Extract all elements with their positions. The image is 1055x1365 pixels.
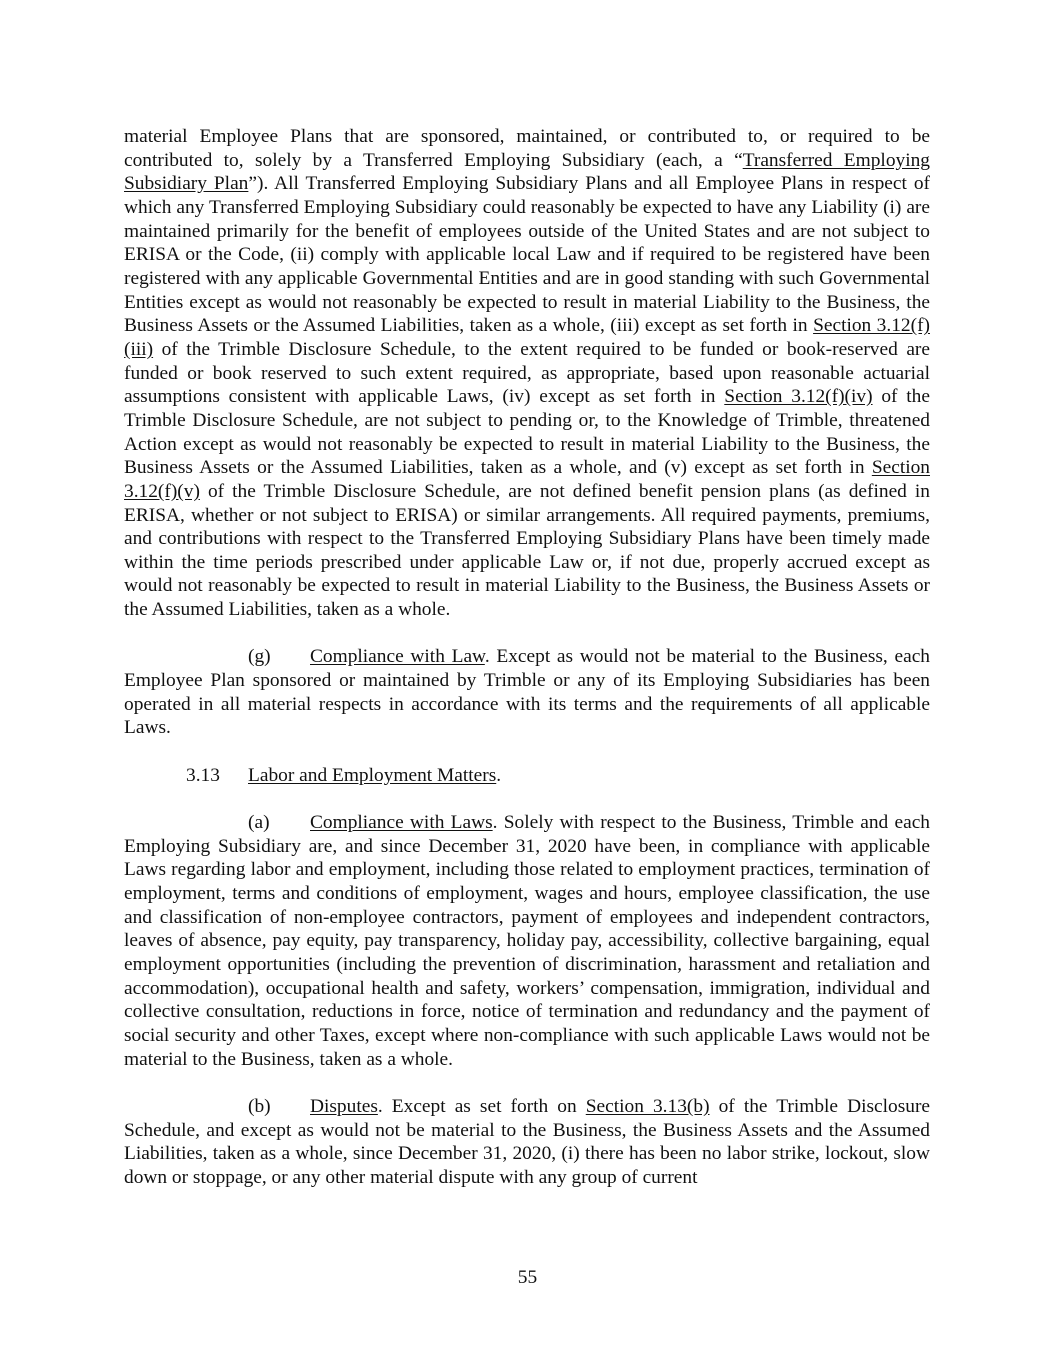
text-run: of the Trimble Disclosure Schedule, and except as would not be material to the Business, the Business Assets and the Assumed Liabilities, taken as a whole, since December 31, 2020, (i) there has been no labor strike, lockout, slow down or stoppage, or any other material dispute with any group of current <box>124 1095 931 1188</box>
heading-text: Labor and Employment Matters <box>248 764 497 786</box>
cross-reference-link[interactable]: Section 3.13(b) <box>585 1095 710 1117</box>
page-number: 55 <box>517 1267 538 1288</box>
paragraph <box>124 811 930 1071</box>
text-run: of the Trimble Disclosure Schedule, to the extent required to be funded or book-reserved are funded or book reserved to such extent required, as appropriate, based upon reasonable actuarial assumptions consistent with applicable Laws, (iv) except as set forth in <box>124 338 930 408</box>
text-run: ”). All Transferred Employing Subsidiary Plans and all Employee Plans in respect of which any Transferred Employing Subsidiary could reasonably be expected to have any Liability (i) are maintained primarily for the benefit of employees outside of the United States and are not subject to ERISA or the Code, (ii) comply with applicable local Law and if required to be registered have been registered with any applicable Governmental Entities and are in good standing with such Governmental Entities except as would not reasonably be expected to result in material Liability to the Business, the Business Assets or the Assumed Liabilities, taken as a whole, (iii) except as set forth in <box>124 173 930 337</box>
heading-text: Disputes <box>310 1095 378 1117</box>
section-label: (g) <box>248 646 271 668</box>
cross-reference-link[interactable]: Section 3.12(f)(v) <box>124 457 930 502</box>
text-run: of the Trimble Disclosure Schedule, are not defined benefit pension plans (as defined in ERISA, whether or not subject to ERISA) or similar arrangements. All required payments, premiums, and contributions with respect to the Transferred Employing Subsidiary Plans have been timely made within the time periods prescribed under applicable Law or, if not due, properly accrued except as would not reasonably be expected to result in material Liability to the Business, the Business Assets or the Assumed Liabilities, taken as a whole. <box>124 480 930 621</box>
text-run: . Solely with respect to the Business, Trimble and each Employing Subsidiary are, and since December 31, 2020 have been, in compliance with applicable Laws regarding labor and employment, including those related to employment practices, termination of employment, terms and conditions of employment, wages and hours, employee classification, the use and classification of non-employee contractors, payment of employees and independent contractors, leaves of absence, pay equity, pay transparency, holiday pay, accessibility, collective bargaining, equal employment opportunities (including the prevention of discrimination, harassment and retaliation and accommodation), occupational health and safety, workers’ compensation, immigration, individual and collective consultation, reductions in force, notice of termination and redundancy and the payment of social security and other Taxes, except where non-compliance with such applicable Laws would not be material to the Business, taken as a whole. <box>124 811 930 1070</box>
section-label: 3.13 <box>186 764 220 786</box>
cross-reference-link[interactable]: Section 3.12(f)(iv) <box>724 386 873 408</box>
section-label: (a) <box>248 811 270 833</box>
section-label: (b) <box>248 1095 271 1117</box>
heading-text: Compliance with Laws <box>310 811 493 833</box>
heading-text: Transferred Employing Subsidiary Plan <box>124 149 930 195</box>
text-run: . <box>496 764 502 786</box>
document-body <box>124 125 930 1213</box>
paragraph <box>124 125 930 622</box>
text-run: of the Trimble Disclosure Schedule, are not subject to pending or, to the Knowledge of Trimble, threatened Action except as would not reasonably be expected to result in material Liability to the Business, the Business Assets or the Assumed Liabilities, taken as a whole, and (v) except as set forth in <box>124 386 930 479</box>
text-run: material Employee Plans that are sponsored, maintained, or contributed to, or required to be contributed to, solely by a Transferred Employing Subsidiary (each, a “ <box>124 126 930 171</box>
heading-text: Compliance with Law <box>310 646 485 668</box>
paragraph <box>124 1095 930 1190</box>
paragraph <box>124 764 930 788</box>
paragraph <box>124 645 930 740</box>
cross-reference-link[interactable]: Section 3.12(f)(iii) <box>124 315 930 360</box>
text-run: . Except as set forth on <box>377 1095 586 1117</box>
text-run: . Except as would not be material to the Business, each Employee Plan sponsored or maintained by Trimble or any of its Employing Subsidiaries has been operated in all material respects in accordance with its terms and the requirements of all applicable Laws. <box>124 646 931 739</box>
